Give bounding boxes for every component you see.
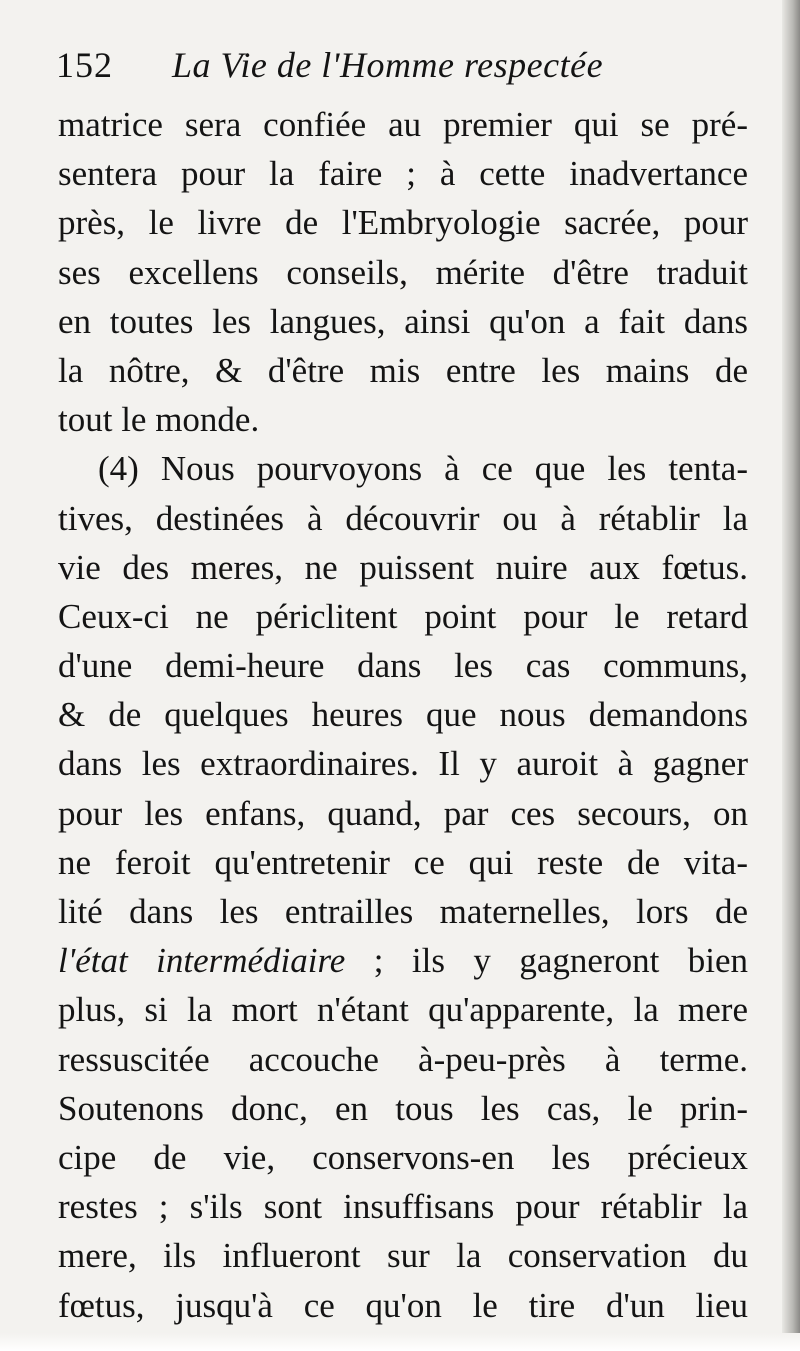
text-line: Soutenons donc, en tous les cas, le prin- [58, 1088, 748, 1128]
page-edge-shadow [782, 0, 800, 1351]
text-line: ne feroit qu'entretenir ce qui reste de vita- [58, 842, 748, 882]
text-line: mere, ils influeront sur la conservation du [58, 1236, 748, 1276]
paragraph-start-line: (4) Nous pourvoyons à ce que les tenta- [98, 449, 748, 489]
text-line: restes ; s'ils sont insuffisans pour rétablir la [58, 1187, 748, 1227]
text-line: lité dans les entrailles maternelles, lors de [58, 892, 748, 931]
text-line: plus, si la mort n'étant qu'apparente, la mere [58, 990, 748, 1030]
paragraph-end-line: tout le monde. [58, 400, 260, 440]
text-line: tives, destinées à découvrir ou à rétablir la [58, 498, 748, 538]
text-line-with-italic [58, 936, 748, 985]
text-line: ressuscitée accouche à-peu-près à terme. [58, 1039, 748, 1079]
text-line: cipe de vie, conservons-en les précieux [58, 1137, 748, 1177]
running-title: La Vie de l'Homme respectée [172, 45, 604, 85]
body-text [58, 100, 748, 1330]
text-line: ses excellens conseils, mérite d'être traduit [58, 252, 748, 292]
italic-phrase: l'état intermédiaire [58, 941, 346, 981]
text-line: près, le livre de l'Embryologie sacrée, pour [58, 203, 748, 243]
text-line: matrice sera confiée au premier qui se pré- [58, 105, 748, 144]
text-line: & de quelques heures que nous demandons [58, 695, 748, 735]
text-line: vie des meres, ne puissent nuire aux fœtus. [58, 547, 748, 587]
page-number: 152 [56, 45, 113, 85]
text-line: fœtus, jusqu'à ce qu'on le tire d'un lieu [58, 1285, 748, 1325]
page-header [56, 38, 756, 98]
text-line: la nôtre, & d'être mis entre les mains de [58, 350, 748, 390]
line-remainder: ; ils y gagneront bien [345, 941, 748, 981]
text-line: pour les enfans, quand, par ces secours, on [58, 793, 748, 833]
text-line: d'une demi-heure dans les cas communs, [58, 646, 748, 686]
text-line: dans les extraordinaires. Il y auroit à gagner [58, 744, 748, 784]
text-line: Ceux-ci ne périclitent point pour le retard [58, 596, 748, 636]
text-line: sentera pour la faire ; à cette inadvertance [58, 154, 748, 194]
page-bottom-margin [0, 1333, 800, 1351]
text-line: en toutes les langues, ainsi qu'on a fait dans [58, 301, 748, 341]
